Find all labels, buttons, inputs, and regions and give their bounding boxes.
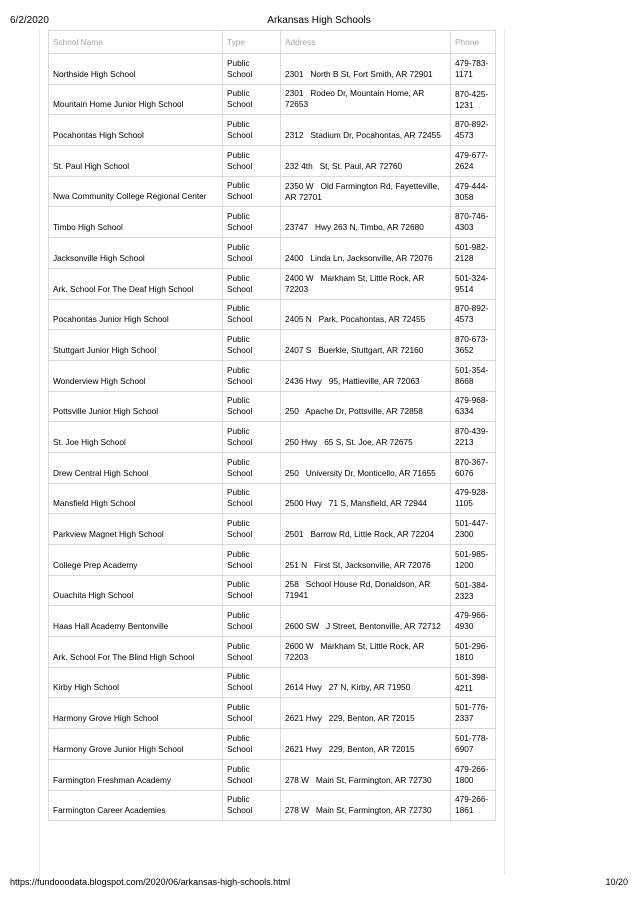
table-row: [49, 575, 496, 606]
phone-cell: 870-892-4573: [451, 299, 496, 330]
table-row: [49, 207, 496, 238]
type-cell: Public School: [223, 514, 281, 545]
address-cell: 2301 Rodeo Dr, Mountain Home, AR 72653: [281, 84, 451, 115]
type-cell: Public School: [223, 115, 281, 146]
phone-cell: 479-677-2624: [451, 146, 496, 177]
table-header-row: [49, 31, 496, 54]
table-row: [49, 452, 496, 483]
table-row: [49, 360, 496, 391]
phone-cell: 870-439-2213: [451, 422, 496, 453]
address-cell: 278 W Main St, Farmington, AR 72730: [281, 790, 451, 821]
phone-cell: 870-425-1231: [451, 84, 496, 115]
phone-cell: 479-444-3058: [451, 176, 496, 207]
table-row: [49, 698, 496, 729]
address-cell: 23747 Hwy 263 N, Timbo, AR 72680: [281, 207, 451, 238]
phone-cell: 501-447-2300: [451, 514, 496, 545]
phone-cell: 501-354-8668: [451, 360, 496, 391]
phone-cell: 870-673-3652: [451, 330, 496, 361]
address-cell: 250 Hwy 65 S, St. Joe, AR 72675: [281, 422, 451, 453]
address-cell: 251 N First St, Jacksonville, AR 72076: [281, 545, 451, 576]
school-name-cell: Drew Central High School: [49, 452, 223, 483]
address-cell: 2400 Linda Ln, Jacksonville, AR 72076: [281, 238, 451, 269]
type-cell: Public School: [223, 637, 281, 668]
school-name-cell: Mountain Home Junior High School: [49, 84, 223, 115]
address-cell: 258 School House Rd, Donaldson, AR 71941: [281, 575, 451, 606]
address-cell: 2405 N Park, Pocahontas, AR 72455: [281, 299, 451, 330]
address-cell: 2621 Hwy 229, Benton, AR 72015: [281, 698, 451, 729]
phone-cell: 479-968-6334: [451, 391, 496, 422]
school-name-cell: St. Joe High School: [49, 422, 223, 453]
type-cell: Public School: [223, 729, 281, 760]
left-margin-rule: [39, 30, 40, 875]
address-cell: 2436 Hwy 95, Hattieville, AR 72063: [281, 360, 451, 391]
address-cell: 2621 Hwy 229, Benton, AR 72015: [281, 729, 451, 760]
address-cell: 2600 SW J Street, Bentonville, AR 72712: [281, 606, 451, 637]
table-row: [49, 606, 496, 637]
school-name-cell: Mansfield High School: [49, 483, 223, 514]
type-cell: Public School: [223, 391, 281, 422]
schools-table: [48, 30, 496, 821]
table-row: [49, 330, 496, 361]
school-name-cell: St. Paul High School: [49, 146, 223, 177]
table-row: [49, 84, 496, 115]
phone-cell: 501-985-1200: [451, 545, 496, 576]
phone-cell: 501-296-1810: [451, 637, 496, 668]
address-cell: 232 4th St, St. Paul, AR 72760: [281, 146, 451, 177]
address-cell: 2501 Barrow Rd, Little Rock, AR 72204: [281, 514, 451, 545]
phone-cell: 479-928-1105: [451, 483, 496, 514]
type-cell: Public School: [223, 360, 281, 391]
type-cell: Public School: [223, 176, 281, 207]
address-cell: 250 University Dr, Monticello, AR 71655: [281, 452, 451, 483]
type-cell: Public School: [223, 268, 281, 299]
table-row: [49, 545, 496, 576]
phone-cell: 479-266-1861: [451, 790, 496, 821]
phone-cell: 501-384-2323: [451, 575, 496, 606]
footer-url: https://fundooodata.blogspot.com/2020/06/arkansas-high-schools.html: [10, 877, 291, 887]
right-margin-rule: [504, 30, 505, 875]
phone-cell: 479-783-1171: [451, 54, 496, 85]
table-row: [49, 268, 496, 299]
table-row: [49, 391, 496, 422]
school-name-cell: Pocahontas Junior High School: [49, 299, 223, 330]
school-name-cell: Ouachita High School: [49, 575, 223, 606]
table-row: [49, 667, 496, 698]
school-name-cell: Haas Hall Academy Bentonville: [49, 606, 223, 637]
school-name-cell: Harmony Grove Junior High School: [49, 729, 223, 760]
table-row: [49, 483, 496, 514]
school-name-cell: Farmington Freshman Academy: [49, 759, 223, 790]
address-cell: 250 Apache Dr, Pottsville, AR 72858: [281, 391, 451, 422]
school-name-cell: Farmington Career Academies: [49, 790, 223, 821]
phone-cell: 501-324-9514: [451, 268, 496, 299]
school-name-cell: College Prep Academy: [49, 545, 223, 576]
school-name-cell: Parkview Magnet High School: [49, 514, 223, 545]
phone-cell: 479-966-4930: [451, 606, 496, 637]
phone-cell: 501-776-2337: [451, 698, 496, 729]
school-name-cell: Stuttgart Junior High School: [49, 330, 223, 361]
phone-cell: 501-982-2128: [451, 238, 496, 269]
column-header-address: Address: [281, 31, 451, 54]
school-name-cell: Ark. School For The Deaf High School: [49, 268, 223, 299]
school-name-cell: Pottsville Junior High School: [49, 391, 223, 422]
type-cell: Public School: [223, 238, 281, 269]
table-row: [49, 637, 496, 668]
school-name-cell: Jacksonville High School: [49, 238, 223, 269]
table-body: [49, 54, 496, 821]
school-name-cell: Wonderview High School: [49, 360, 223, 391]
school-name-cell: Kirby High School: [49, 667, 223, 698]
type-cell: Public School: [223, 330, 281, 361]
address-cell: 2600 W Markham St, Little Rock, AR 72203: [281, 637, 451, 668]
table-row: [49, 176, 496, 207]
type-cell: Public School: [223, 483, 281, 514]
type-cell: Public School: [223, 759, 281, 790]
school-name-cell: Nwa Community College Regional Center: [49, 176, 223, 207]
address-cell: 2614 Hwy 27 N, Kirby, AR 71950: [281, 667, 451, 698]
type-cell: Public School: [223, 207, 281, 238]
address-cell: 2407 S Buerkle, Stuttgart, AR 72160: [281, 330, 451, 361]
type-cell: Public School: [223, 299, 281, 330]
school-name-cell: Northside High School: [49, 54, 223, 85]
type-cell: Public School: [223, 667, 281, 698]
phone-cell: 501-398-4211: [451, 667, 496, 698]
table-row: [49, 759, 496, 790]
address-cell: 2400 W Markham St, Little Rock, AR 72203: [281, 268, 451, 299]
type-cell: Public School: [223, 545, 281, 576]
column-header-phone: Phone: [451, 31, 496, 54]
school-name-cell: Harmony Grove High School: [49, 698, 223, 729]
address-cell: 2500 Hwy 71 S, Mansfield, AR 72944: [281, 483, 451, 514]
table-row: [49, 115, 496, 146]
phone-cell: 479-266-1800: [451, 759, 496, 790]
page-title: Arkansas High Schools: [267, 15, 371, 26]
column-header-school-name: School Name: [49, 31, 223, 54]
phone-cell: 870-892-4573: [451, 115, 496, 146]
phone-cell: 870-367-6076: [451, 452, 496, 483]
print-date: 6/2/2020: [10, 15, 49, 26]
school-name-cell: Pocahontas High School: [49, 115, 223, 146]
page-number: 10/20: [605, 877, 628, 887]
type-cell: Public School: [223, 84, 281, 115]
table-row: [49, 790, 496, 821]
address-cell: 2350 W Old Farmington Rd, Fayetteville, AR 72701: [281, 176, 451, 207]
table-row: [49, 238, 496, 269]
table-row: [49, 514, 496, 545]
type-cell: Public School: [223, 146, 281, 177]
type-cell: Public School: [223, 606, 281, 637]
phone-cell: 870-746-4303: [451, 207, 496, 238]
phone-cell: 501-778-6907: [451, 729, 496, 760]
type-cell: Public School: [223, 698, 281, 729]
table-row: [49, 422, 496, 453]
type-cell: Public School: [223, 575, 281, 606]
address-cell: 278 W Main St, Farmington, AR 72730: [281, 759, 451, 790]
address-cell: 2312 Stadium Dr, Pocahontas, AR 72455: [281, 115, 451, 146]
type-cell: Public School: [223, 790, 281, 821]
table-row: [49, 729, 496, 760]
school-name-cell: Timbo High School: [49, 207, 223, 238]
type-cell: Public School: [223, 452, 281, 483]
type-cell: Public School: [223, 422, 281, 453]
column-header-type: Type: [223, 31, 281, 54]
table-row: [49, 146, 496, 177]
type-cell: Public School: [223, 54, 281, 85]
address-cell: 2301 North B St, Fort Smith, AR 72901: [281, 54, 451, 85]
table-row: [49, 299, 496, 330]
table-row: [49, 54, 496, 85]
school-name-cell: Ark. School For The Blind High School: [49, 637, 223, 668]
